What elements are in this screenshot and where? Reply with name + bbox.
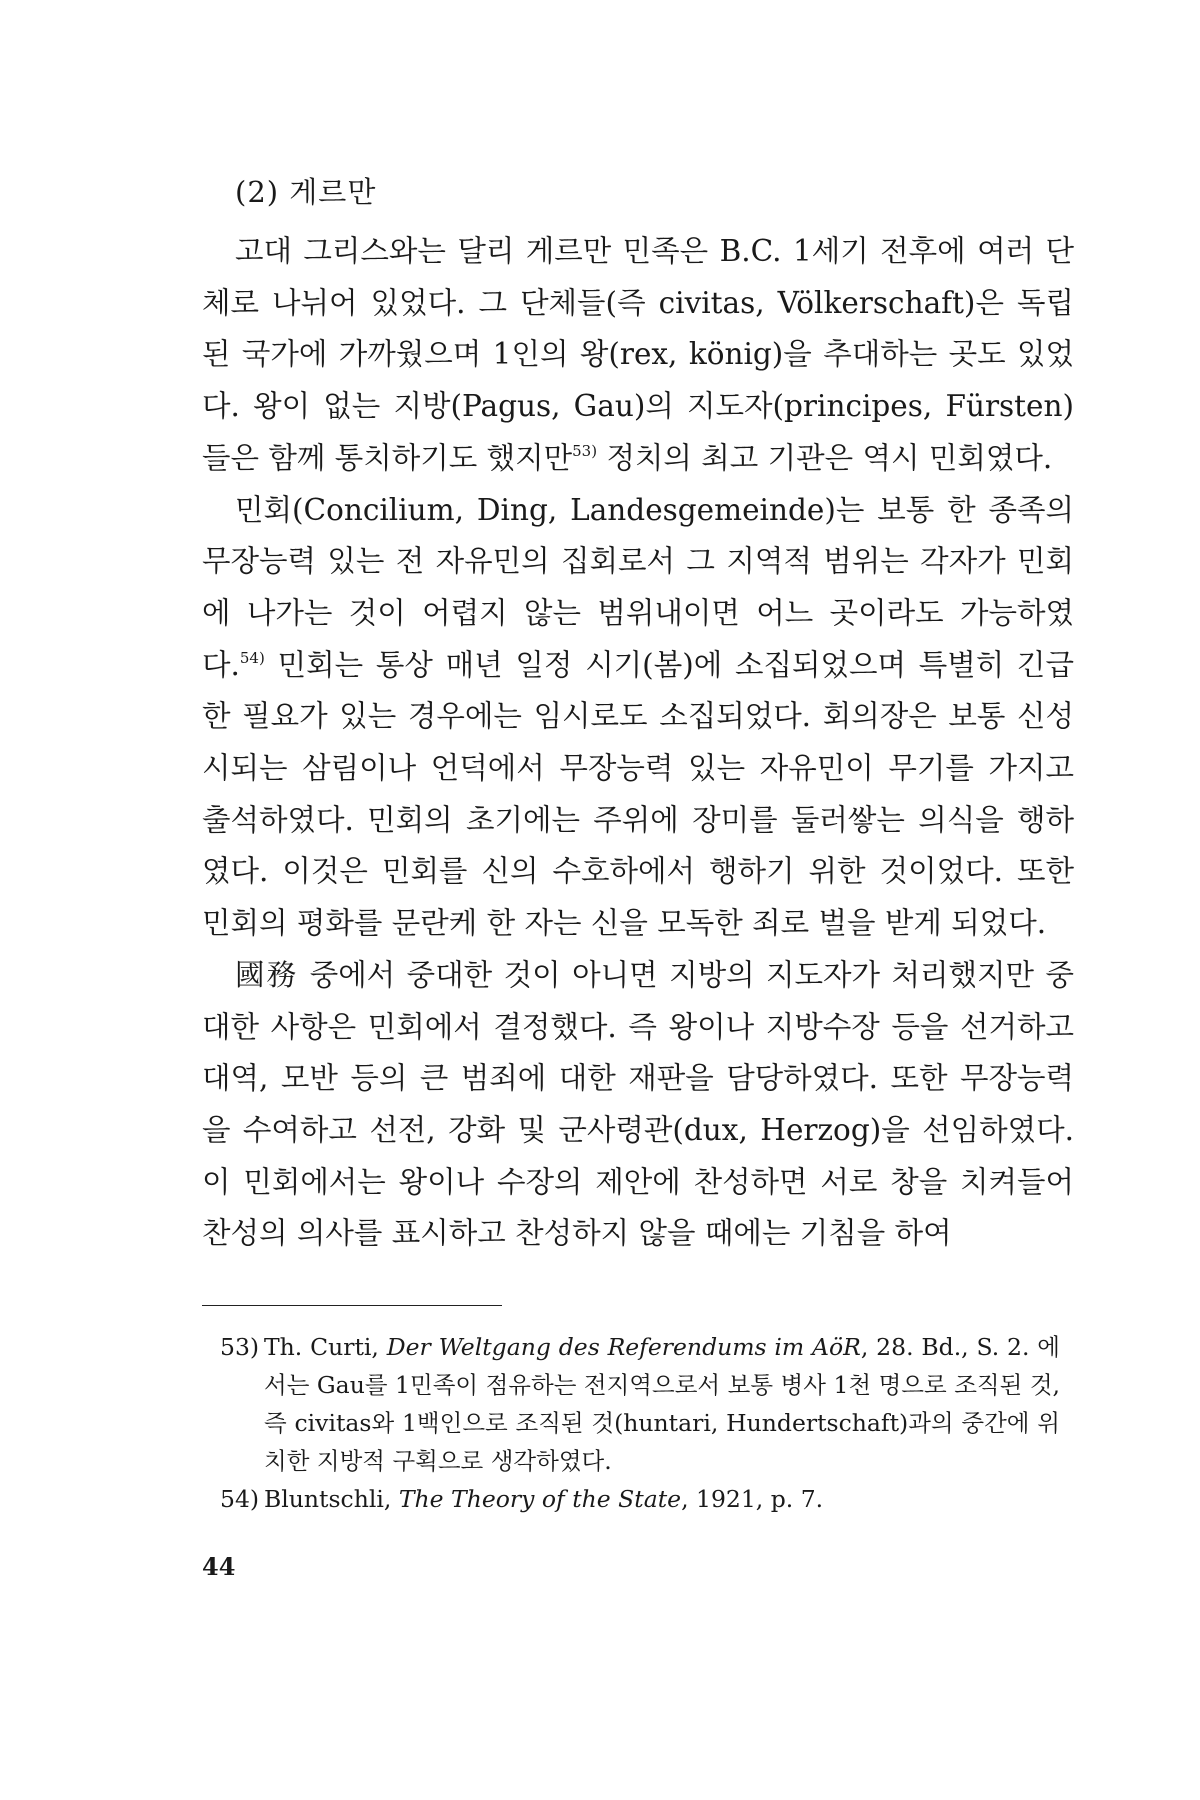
footnote-divider [202,1305,502,1306]
footnotes [220,1328,1060,1518]
paragraph-1 [202,226,1074,485]
footnote-author: Bluntschli, [264,1485,392,1513]
page-number: 44 [202,1552,236,1581]
footnote-author: Th. Curti, [264,1333,379,1361]
footnote-ref-53[interactable]: 53) [572,441,598,460]
paragraph-text: 민회(Concilium, Ding, Landesgemeinde)는 보통 한 종족의 무장능력 있는 전 자유민의 집회로서 그 지역적 범위는 각자가 민회에 나가는 것이 어렵지 않는 범위내이면 어느 곳이라도 가능하였다. [202,492,1074,682]
footnote-title: Der Weltgang des Referendums im AöR [386,1333,861,1361]
paragraph-text: 고대 그리스와는 달리 게르만 민족은 B.C. 1세기 전후에 여러 단체로 나뉘어 있었다. 그 단체들(즉 civitas, Völkerschaft)은 독립된 국가에 가까웠으며 1인의 왕(rex, könig)을 추대하는 곳도 있었다. 왕이 없는 지방(Pagus, Gau)의 지도자(principes, Fürsten)들은 함께 통치하기도 했지만 [202,234,1074,475]
footnote-text: , 28. Bd., S. 2. 에서는 Gau를 1민족이 점유하는 전지역으로서 보통 병사 1천 명으로 조직된 것, 즉 civitas와 1백인으로 조직된 것(huntari, Hundertschaft)과의 중간에 위치한 지방적 구획으로 생각하였다. [264,1333,1060,1475]
body-text [202,226,1074,1260]
footnote-54 [220,1480,1060,1518]
paragraph-text: 國務 중에서 중대한 것이 아니면 지방의 지도자가 처리했지만 중대한 사항은 민회에서 결정했다. 즉 왕이나 지방수장 등을 선거하고 대역, 모반 등의 큰 범죄에 대한 재판을 담당하였다. 또한 무장능력을 수여하고 선전, 강화 및 군사령관(dux, Herzog)을 선임하였다. 이 민회에서는 왕이나 수장의 제안에 찬성하면 서로 창을 치켜들어 찬성의 의사를 표시하고 찬성하지 않을 때에는 기침을 하여 [202,957,1074,1251]
footnote-text: , 1921, p. 7. [681,1485,824,1513]
footnote-ref-54[interactable]: 54) [239,648,265,667]
paragraph-text: 민회는 통상 매년 일정 시기(봄)에 소집되었으며 특별히 긴급한 필요가 있는 경우에는 임시로도 소집되었다. 회의장은 보통 신성시되는 삼림이나 언덕에서 무장능력 있는 자유민이 무기를 가지고 출석하였다. 민회의 초기에는 주위에 장미를 둘러쌓는 의식을 행하였다. 이것은 민회를 신의 수호하에서 행하기 위한 것이었다. 또한 민회의 평화를 문란케 한 자는 신을 모독한 죄로 벌을 받게 되었다. [202,647,1074,941]
footnote-number: 54) [220,1485,260,1513]
paragraph-3 [202,950,1074,1260]
footnote-title: The Theory of the State [398,1485,682,1513]
footnote-53 [220,1328,1060,1480]
paragraph-text: 정치의 최고 기관은 역시 민회였다. [597,440,1053,475]
footnote-number: 53) [220,1333,260,1361]
paragraph-2 [202,485,1074,950]
section-heading: (2) 게르만 [235,175,377,209]
